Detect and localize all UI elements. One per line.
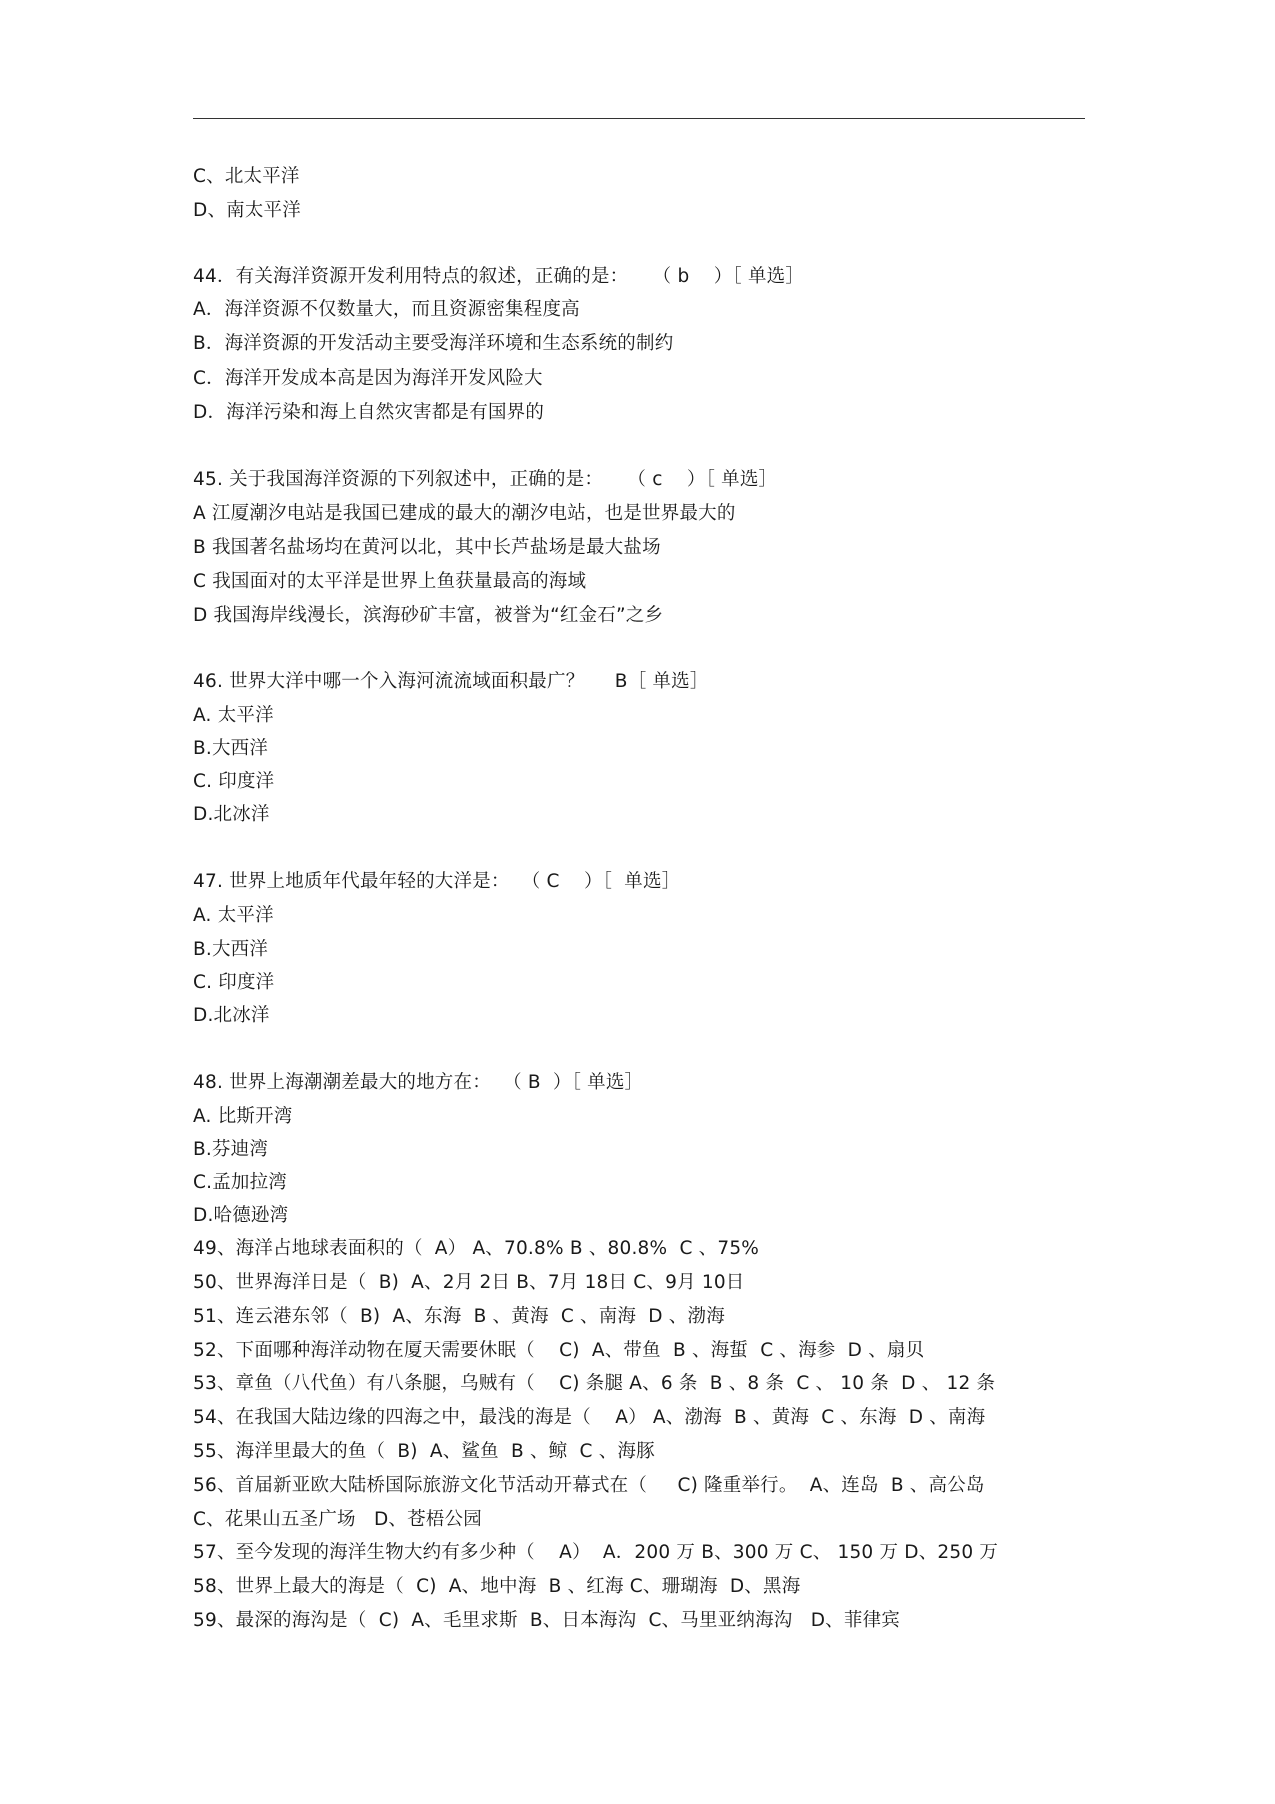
option-d: D.哈德逊湾: [193, 1205, 289, 1226]
option-a: A 江厦潮汐电站是我国已建成的最大的潮汐电站，也是世界最大的: [193, 503, 736, 524]
question-59: 59、最深的海沟是（ C) A、毛里求斯 B、日本海沟 C、马里亚纳海沟 D、菲律宾: [193, 1610, 900, 1631]
question-47: 47. 世界上地质年代最年轻的大洋是： （ C ）［ 单选］: [193, 871, 681, 892]
question-49: 49、海洋占地球表面积的（ A） A、70.8% B 、80.8% C 、75%: [193, 1238, 760, 1259]
question-50: 50、世界海洋日是（ B) A、2月 2日 B、7月 18日 C、9月 10日: [193, 1272, 745, 1293]
question-54: 54、在我国大陆边缘的四海之中，最浅的海是（ A） A、渤海 B 、黄海 C 、东海 D 、南海: [193, 1407, 986, 1428]
option-b: B 我国著名盐场均在黄河以北，其中长芦盐场是最大盐场: [193, 537, 661, 558]
option-c: C. 印度洋: [193, 771, 275, 792]
option-b: B．海洋资源的开发活动主要受海洋环境和生态系统的制约: [193, 333, 674, 354]
question-44: 44．有关海洋资源开发利用特点的叙述，正确的是： （ b ）［ 单选］: [193, 266, 805, 287]
question-46: 46. 世界大洋中哪一个入海河流流域面积最广？ B［ 单选］: [193, 671, 709, 692]
question-51: 51、连云港东邻（ B) A、东海 B 、黄海 C 、南海 D 、渤海: [193, 1306, 725, 1327]
option-b: B.大西洋: [193, 738, 269, 759]
option-a: A. 比斯开湾: [193, 1106, 293, 1127]
question-56-cont: C、花果山五圣广场 D、苍梧公园: [193, 1509, 482, 1530]
option-c: C.孟加拉湾: [193, 1172, 287, 1193]
question-45: 45. 关于我国海洋资源的下列叙述中，正确的是： （ c ）［ 单选］: [193, 469, 778, 490]
option-d: D.北冰洋: [193, 1005, 270, 1026]
option-a: A. 太平洋: [193, 905, 274, 926]
question-53: 53、章鱼（八代鱼）有八条腿，乌贼有（ C) 条腿 A、6 条 B 、8 条 C 、 10 条 D 、 12 条: [193, 1373, 996, 1394]
question-57: 57、至今发现的海洋生物大约有多少种（ A） A．200 万 B、300 万 C、 150 万 D、250 万: [193, 1542, 999, 1563]
header-rule: [193, 118, 1085, 119]
question-52: 52、下面哪种海洋动物在厦天需要休眠（ C) A、带鱼 B 、海蜇 C 、海参 D 、扇贝: [193, 1340, 925, 1361]
question-56: 56、首届新亚欧大陆桥国际旅游文化节活动开幕式在（ C) 隆重举行。 A、连岛 B 、高公岛: [193, 1475, 985, 1496]
question-58: 58、世界上最大的海是（ C) A、地中海 B 、红海 C、珊瑚海 D、黑海: [193, 1576, 801, 1597]
option-c: C．海洋开发成本高是因为海洋开发风险大: [193, 368, 543, 389]
question-55: 55、海洋里最大的鱼（ B) A、鲨鱼 B 、鲸 C 、海豚: [193, 1441, 655, 1462]
option-c: C. 印度洋: [193, 972, 275, 993]
option-d: D．海洋污染和海上自然灾害都是有国界的: [193, 402, 545, 423]
question-48: 48. 世界上海潮潮差最大的地方在： （ B ）［ 单选］: [193, 1072, 644, 1093]
option-d: D.北冰洋: [193, 804, 270, 825]
option-b: B.大西洋: [193, 939, 269, 960]
text-line: D、南太平洋: [193, 200, 301, 221]
option-a: A. 太平洋: [193, 705, 274, 726]
option-d: D 我国海岸线漫长，滨海砂矿丰富，被誉为“红金石”之乡: [193, 605, 664, 626]
option-c: C 我国面对的太平洋是世界上鱼获量最高的海域: [193, 571, 587, 592]
option-a: A．海洋资源不仅数量大，而且资源密集程度高: [193, 299, 580, 320]
option-b: B.芬迪湾: [193, 1139, 269, 1160]
text-line: C、北太平洋: [193, 166, 300, 187]
